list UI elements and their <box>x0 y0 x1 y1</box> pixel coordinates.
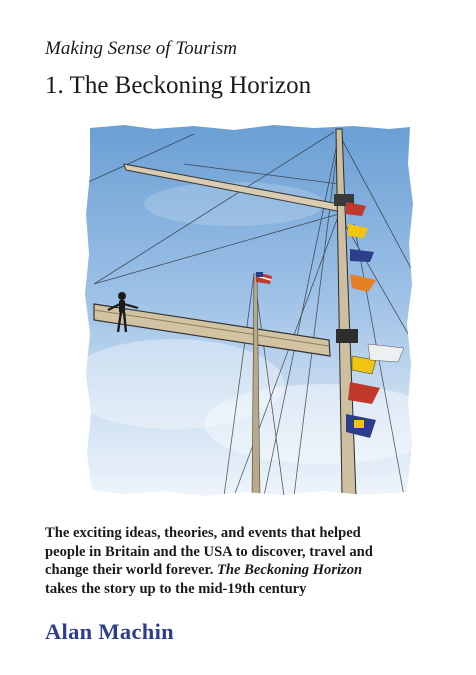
blurb-line-2: people in Britain and the USA to discover, travel and <box>45 543 373 560</box>
book-title: 1. The Beckoning Horizon <box>45 72 312 99</box>
blurb <box>45 524 445 598</box>
blurb-line-4: takes the story up to the mid-19th century <box>45 580 307 597</box>
cover-photo <box>84 124 414 496</box>
blurb-line-3 <box>45 561 445 580</box>
blurb-book-title: The Beckoning Horizon <box>217 562 363 578</box>
blurb-line-1: The exciting ideas, theories, and events that helped <box>45 525 361 541</box>
series-title: Making Sense of Tourism <box>45 38 237 59</box>
author-name: Alan Machin <box>45 619 174 644</box>
blurb-line-3-text: change their world forever. <box>45 562 217 578</box>
